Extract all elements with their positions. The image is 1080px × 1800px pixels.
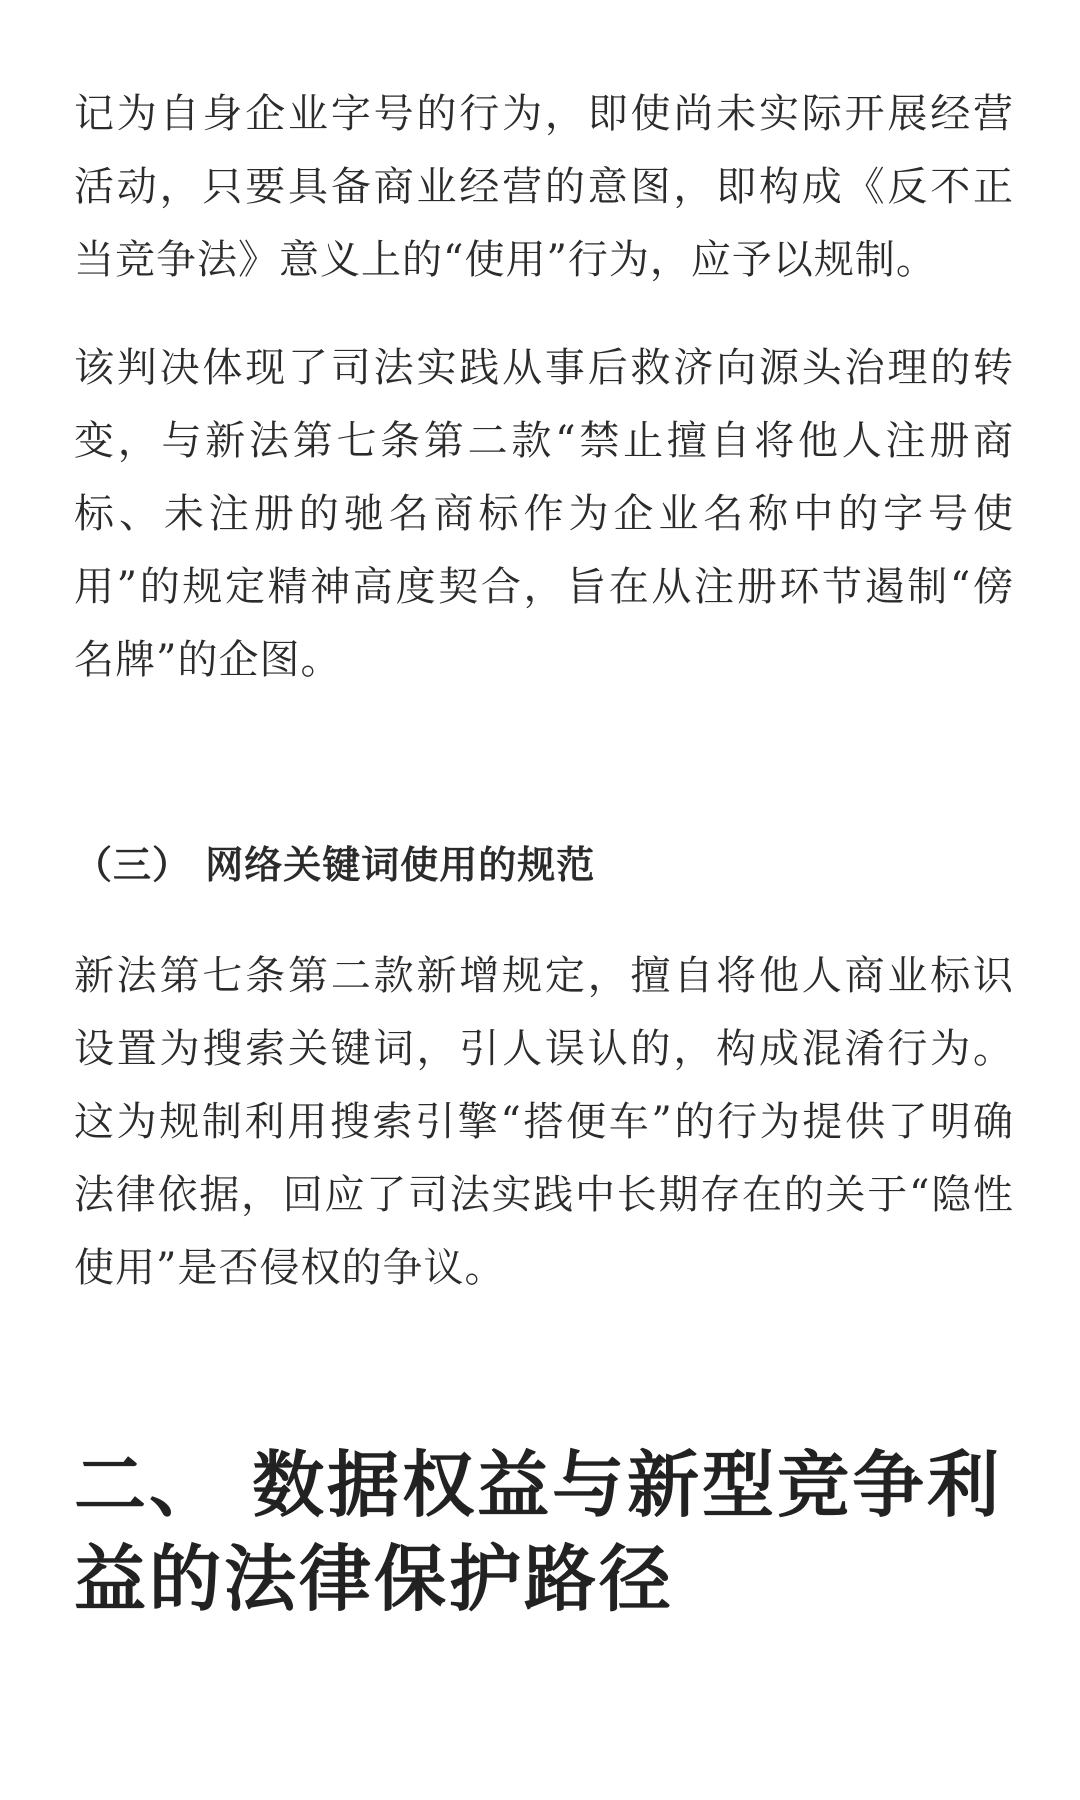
subheading-keyword-regulation: （三） 网络关键词使用的规范 [74,842,596,887]
paragraph-enterprise-name-use: 记为自身企业字号的行为，即使尚未实际开展经营活动，只要具备商业经营的意图，即构成《反不正当竞争法》意义上的“使用”行为，应予以规制。 [74,91,1014,283]
section-heading-data-rights: 二、 数据权益与新型竞争利益的法律保护路径 [74,1442,1003,1621]
paragraph-judgment-analysis: 该判决体现了司法实践从事后救济向源头治理的转变，与新法第七条第二款“禁止擅自将他人注册商标、未注册的驰名商标作为企业名称中的字号使用”的规定精神高度契合，旨在从注册环节遏制“傍名牌”的企图。 [74,345,1014,683]
paragraph-keyword-rule: 新法第七条第二款新增规定，擅自将他人商业标识设置为搜索关键词，引人误认的，构成混淆行为。这为规制利用搜索引擎“搭便车”的行为提供了明确法律依据，回应了司法实践中长期存在的关于“隐性使用”是否侵权的争议。 [74,953,1014,1291]
